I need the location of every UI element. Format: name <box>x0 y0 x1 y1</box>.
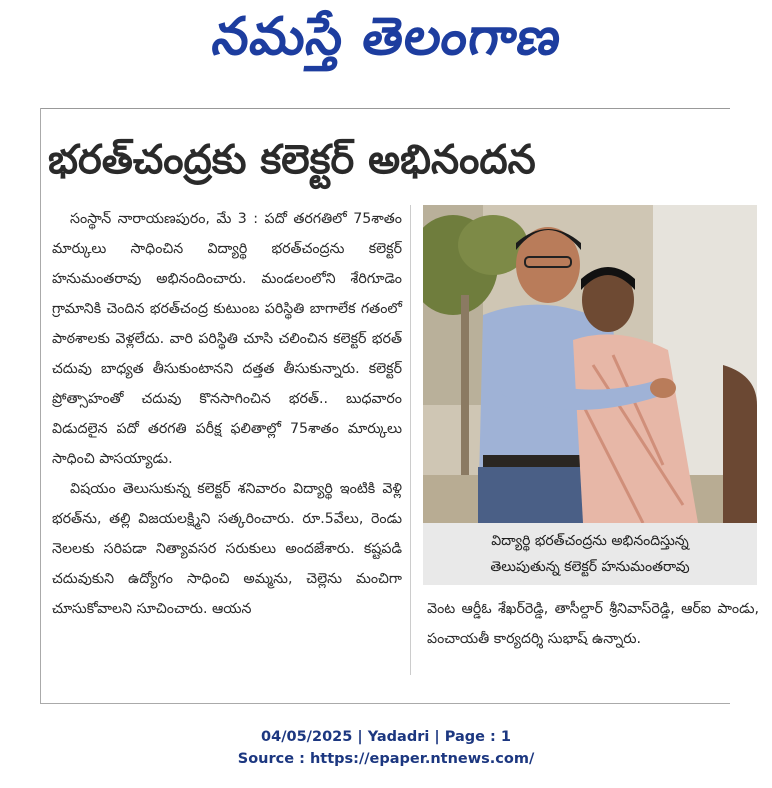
article-continuation <box>427 594 759 654</box>
bottom-rule <box>40 703 730 704</box>
article-photo <box>423 205 757 523</box>
column-divider <box>410 205 411 675</box>
article-paragraph-2: విషయం తెలుసుకున్న కలెక్టర్ శనివారం విద్యార్థి ఇంటికి వెళ్లి భరత్‌ను, తల్లి విజయలక్ష్మిని సత్కరించారు. రూ.5వేలు, రెండు నెలలకు సరిపడా నిత్యావసర సరుకులు అందజేశారు. కష్టపడి చదువుకుని ఉద్యోగం సాధించి అమ్మను, చెల్లెను మంచిగా చూసుకోవాలని సూచించారు. ఆయన <box>52 481 402 617</box>
masthead-title: నమస్తే తెలంగాణ <box>208 6 566 67</box>
continuation-text: వెంట ఆర్డీఓ శేఖర్‌రెడ్డి, తాసీల్దార్ శ్రీనివాస్‌రెడ్డి, ఆర్‌ఐ పాండు, పంచాయతీ కార్యదర్శి సుభాష్ ఉన్నారు. <box>427 601 759 647</box>
masthead <box>0 0 772 86</box>
article-headline: భరత్‌చంద్రకు కలెక్టర్ అభినందన <box>48 137 536 183</box>
photo-caption <box>423 523 757 585</box>
footer-source-link[interactable]: Source : https://epaper.ntnews.com/ <box>237 751 535 767</box>
top-rule <box>40 108 730 109</box>
footer-edition-info: 04/05/2025 | Yadadri | Page : 1 <box>261 729 511 745</box>
article-paragraph-1: సంస్థాన్ నారాయణపురం, మే 3 : పదో తరగతిలో 75శాతం మార్కులు సాధించిన విద్యార్థి భరత్‌చంద్రను కలెక్టర్ హనుమంతరావు అభినందించారు. మండలంలోని శేరిగూడెం గ్రామానికి చెందిన భరత్‌చంద్ర కుటుంబ పరిస్థితి బాగాలేక గతంలో పాఠశాలకు వెళ్లలేదు. వారి పరిస్థితి చూసి చలించిన కలెక్టర్ భరత్ చదువు బాధ్యత తీసుకుంటానని దత్తత తీసుకున్నారు. కలెక్టర్ ప్రోత్సాహంతో చదువు కొనసాగించిన భరత్.. బుధవారం విడుదలైన పదో తరగతి పరీక్ష ఫలితాల్లో 75శాతం మార్కులు సాధించి పాసయ్యాడు. <box>52 211 402 467</box>
article-body <box>52 204 402 624</box>
left-margin-fragment <box>0 95 14 715</box>
photo-caption-line-1: విద్యార్థి భరత్‌చంద్రను అభినందిస్తున్న <box>491 533 689 549</box>
left-rule <box>40 108 41 704</box>
page-footer <box>0 726 772 770</box>
photo-caption-line-2: తెలుపుతున్న కలెక్టర్ హనుమంతరావు <box>490 559 690 575</box>
